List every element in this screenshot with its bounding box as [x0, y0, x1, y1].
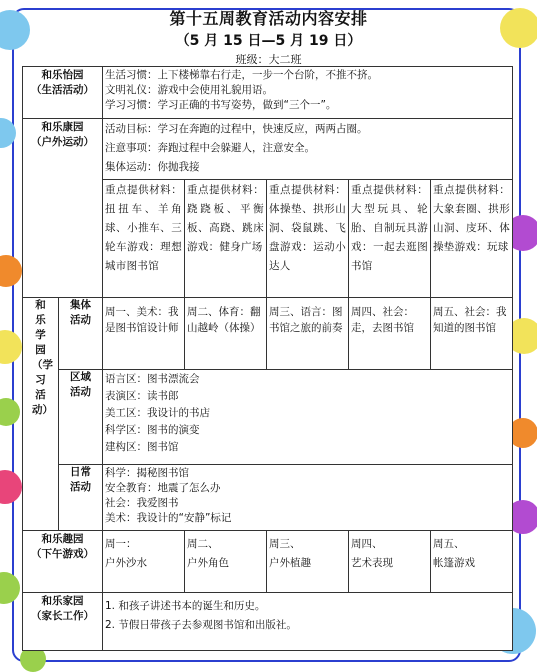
outdoor-line: 注意事项：奔跑过程中会躲避人，注意安全。 — [105, 142, 315, 154]
daily-line: 美术：我设计的“安静”标记 — [105, 512, 232, 524]
fun-cell: 周三、 户外植趣 — [267, 531, 349, 593]
fun-cell: 周五、 帐篷游戏 — [431, 531, 513, 593]
table-row — [23, 298, 513, 370]
daily-line: 安全教育：地震了怎么办 — [105, 482, 221, 494]
area-line: 建构区：图书馆 — [105, 441, 179, 453]
table-row — [23, 465, 513, 531]
group-activity-label: 集体活动 — [59, 298, 103, 370]
outdoor-line: 集体运动：你抛我接 — [105, 161, 200, 173]
area-activity-label: 区域活动 — [59, 370, 103, 465]
fun-cell: 周一： 户外沙水 — [103, 531, 185, 593]
table-row — [23, 370, 513, 465]
outdoor-cell: 重点提供材料：扭扭车、羊角球、小推车、三轮车游戏：理想城市图书馆 — [103, 180, 185, 298]
outdoor-cell: 重点提供材料：大象套圈、拱形山洞、庋环、体操垫游戏：玩球 — [431, 180, 513, 298]
area-line: 表演区：读书郎 — [105, 390, 179, 402]
section-label-life: 和乐怡园 （生活活动） — [23, 67, 103, 119]
daily-content — [103, 465, 513, 531]
group-cell: 周一、美术：我是图书馆设计师 — [103, 298, 185, 370]
fun-cell: 周四、 艺术表现 — [349, 531, 431, 593]
area-line: 美工区：我设计的书店 — [105, 407, 210, 419]
daily-line: 社会：我爱图书 — [105, 497, 179, 509]
table-row — [23, 593, 513, 651]
outdoor-cell: 重点提供材料：跷跷板、平衡板、高跷、跳床游戏：健身广场 — [185, 180, 267, 298]
life-line: 文明礼仪：游戏中会使用礼貌用语。 — [105, 84, 273, 96]
outdoor-cell: 重点提供材料：体操垫、拱形山洞、袋鼠跳、飞盘游戏：运动小达人 — [267, 180, 349, 298]
daily-line: 科学：揭秘图书馆 — [105, 467, 189, 479]
table-row — [23, 67, 513, 119]
section-label-fun: 和乐趣园 （下午游戏） — [23, 531, 103, 593]
life-line: 生活习惯：上下楼梯靠右行走，一步一个台阶，不推不挤。 — [105, 69, 378, 81]
date-range: （5 月 15 日—5 月 19 日） — [175, 33, 362, 49]
group-cell: 周五、社会：我知道的图书馆 — [431, 298, 513, 370]
section-label-home: 和乐家园 （家长工作） — [23, 593, 103, 651]
schedule-table — [22, 66, 513, 651]
section-label-outdoor: 和乐康园 （户外运动） — [23, 119, 103, 298]
daily-activity-label: 日常活动 — [59, 465, 103, 531]
home-line: 2. 节假日带孩子去参观图书馆和出版社。 — [105, 619, 297, 631]
home-content — [103, 593, 513, 651]
area-line: 科学区：图书的演变 — [105, 424, 200, 436]
group-cell: 周四、社会：走，去图书馆 — [349, 298, 431, 370]
life-line: 学习习惯：学习正确的书写姿势，做到“三个一”。 — [105, 99, 337, 111]
group-cell: 周三、语言：图书馆之旅的前奏 — [267, 298, 349, 370]
home-line: 1. 和孩子讲述书本的诞生和历史。 — [105, 600, 266, 612]
outdoor-cell: 重点提供材料：大型玩具、轮胎、自制玩具游戏：一起去逛图书馆 — [349, 180, 431, 298]
area-content — [103, 370, 513, 465]
page-title: 第十五周教育活动内容安排 — [169, 9, 368, 28]
section-label-study: 和乐学园（学习活动） — [23, 298, 59, 531]
fun-cell: 周二、 户外角色 — [185, 531, 267, 593]
table-row — [23, 531, 513, 593]
outdoor-content — [103, 119, 513, 180]
area-line: 语言区：图书漂流会 — [105, 373, 200, 385]
table-row — [23, 119, 513, 180]
life-content — [103, 67, 513, 119]
class-label: 班级：大二班 — [235, 53, 302, 66]
outdoor-line: 活动目标：学习在奔跑的过程中，快速反应，两两占圈。 — [105, 123, 368, 135]
group-cell: 周二、体育：翻山越岭（体操） — [185, 298, 267, 370]
